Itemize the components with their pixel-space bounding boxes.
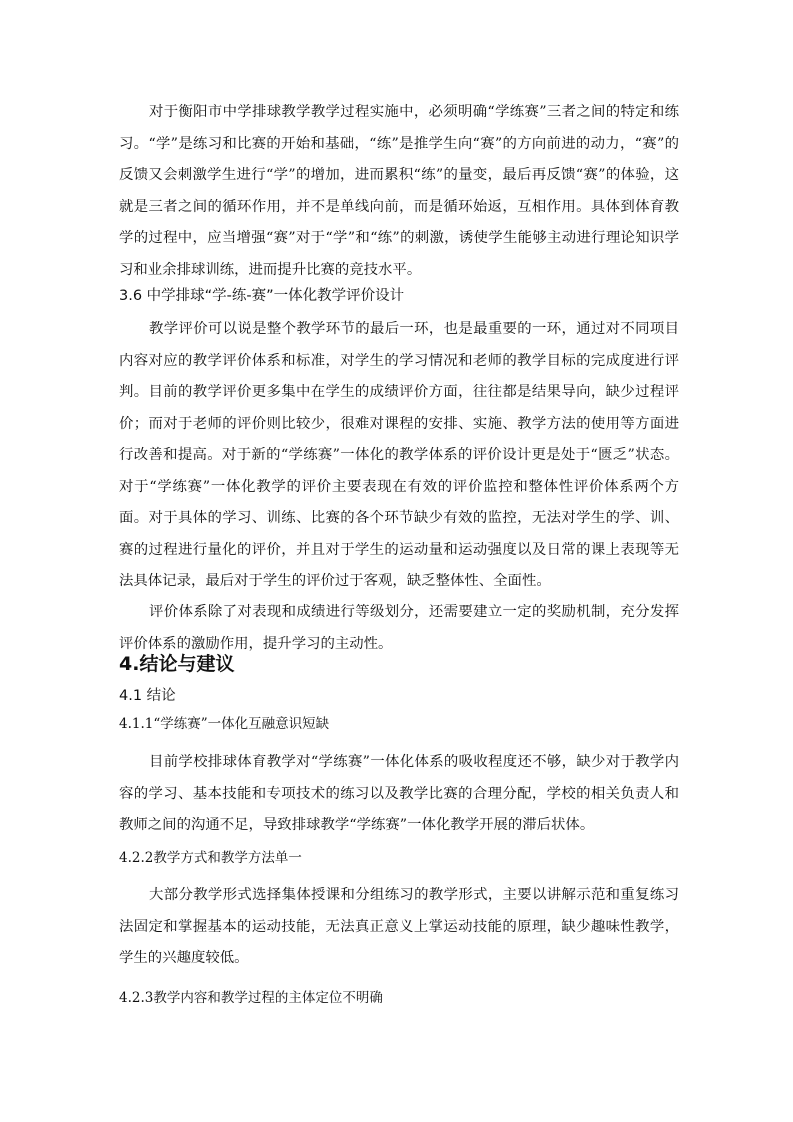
section-heading-4: 4.结论与建议 bbox=[119, 653, 235, 675]
paragraph-integration-awareness: 目前学校排球体育教学对“学练赛”一体化体系的吸收程度还不够，缺少对于教学内容的学习、基本技能和专项技术的练习以及教学比赛的合理分配，学校的相关负责人和教师之间的沟通不足，导致排球教学“学练赛”一体化教学开展的滞后状体。 bbox=[119, 754, 679, 833]
paragraph-xue-lian-sai-cycle: 对于衡阳市中学排球教学教学过程实施中，必须明确“学练赛”三者之间的特定和练习。“学”是练习和比赛的开始和基础，“练”是推学生向“赛”的方向前进的动力，“赛”的反馈又会刺激学生进行“学”的增加，进而累积“练”的量变，最后再反馈“赛”的体验，这就是三者之间的循环作用，并不是单线向前，而是循环始返，互相作用。具体到体育教学的过程中，应当增强“赛”对于“学”和“练”的刺激，诱使学生能够主动进行理论知识学习和业余排球训练，进而提升比赛的竞技水平。 bbox=[119, 104, 679, 278]
paragraph-teaching-evaluation: 教学评价可以说是整个教学环节的最后一环，也是最重要的一环，通过对不同项目内容对应的教学评价体系和标准，对学生的学习情况和老师的教学目标的完成度进行评判。目前的教学评价更多集中在学生的成绩评价方面，往往都是结果导向，缺少过程评价；而对于老师的评价则比较少，很难对课程的安排、实施、教学方法的使用等方面进行改善和提高。对于新的“学练赛”一体化的教学体系的评价设计更是处于“匮乏”状态。对于“学练赛”一体化教学的评价主要表现在有效的评价监控和整体性评价体系两个方面。对于具体的学习、训练、比赛的各个环节缺少有效的监控，无法对学生的学、训、赛的过程进行量化的评价，并且对于学生的运动量和运动强度以及日常的课上表现等无法具体记录，最后对于学生的评价过于客观，缺乏整体性、全面性。 bbox=[119, 321, 679, 589]
section-heading-4-1: 4.1 结论 bbox=[119, 688, 176, 704]
paragraph-evaluation-incentive: 评价体系除了对表现和成绩进行等级划分，还需要建立一定的奖励机制，充分发挥评价体系的激励作用，提升学习的主动性。 bbox=[119, 604, 679, 652]
section-heading-3-6: 3.6 中学排球“学-练-赛”一体化教学评价设计 bbox=[119, 288, 405, 304]
paragraph-teaching-methods: 大部分教学形式选择集体授课和分组练习的教学形式，主要以讲解示范和重复练习法固定和掌握基本的运动技能，无法真正意义上掌运动技能的原理，缺少趣味性教学，学生的兴趣度较低。 bbox=[119, 887, 679, 966]
section-heading-4-2-2: 4.2.2教学方式和教学方法单一 bbox=[119, 850, 302, 866]
section-heading-4-1-1: 4.1.1“学练赛”一体化互融意识短缺 bbox=[119, 716, 330, 732]
section-heading-4-2-3: 4.2.3教学内容和教学过程的主体定位不明确 bbox=[119, 990, 383, 1006]
